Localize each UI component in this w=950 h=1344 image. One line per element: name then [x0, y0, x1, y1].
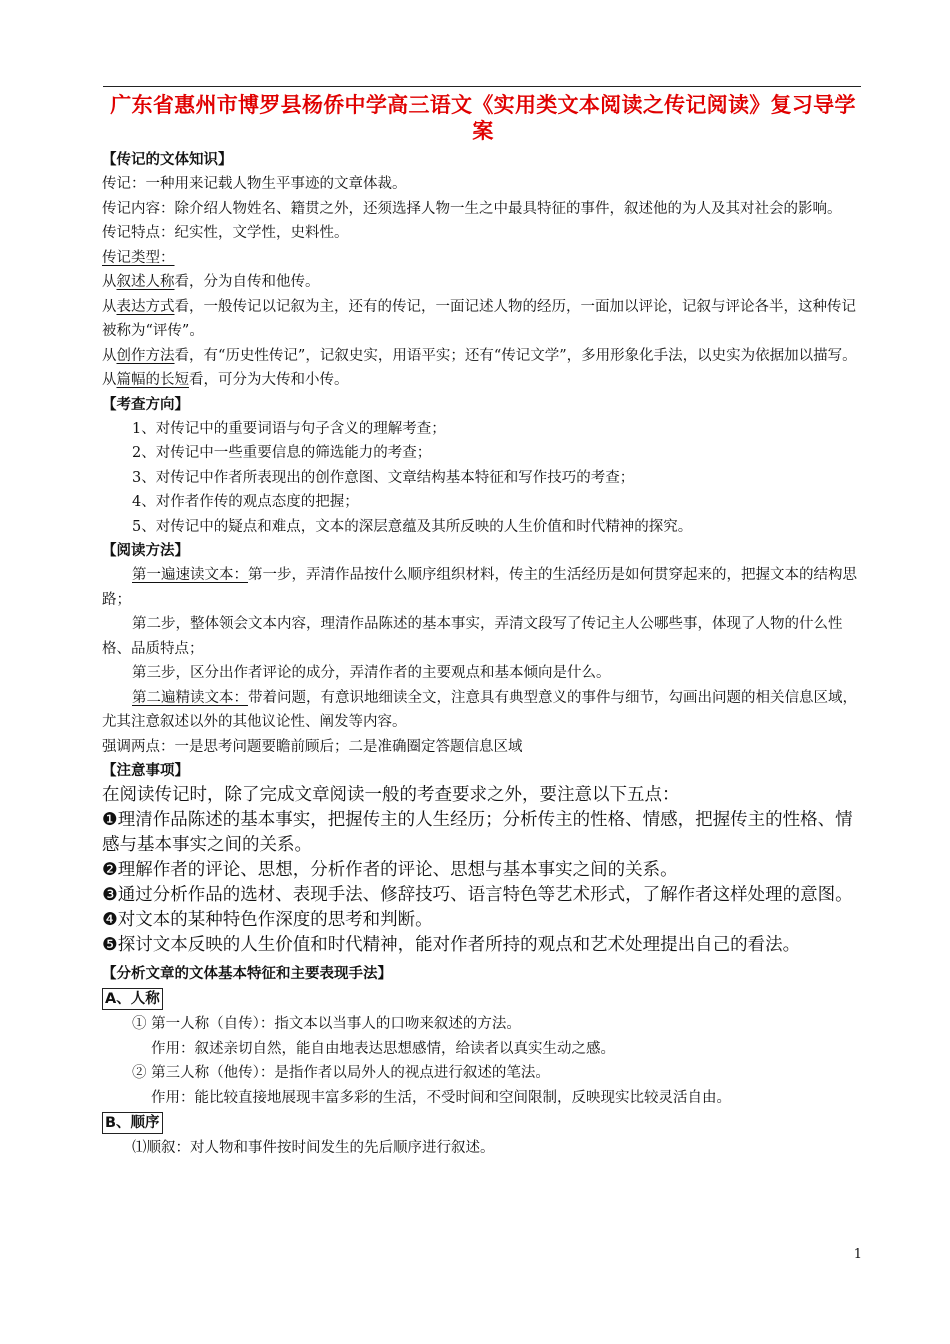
order-chronological: ⑴顺叙：对人物和事件按时间发生的先后顺序进行叙述。: [132, 1140, 495, 1156]
notes-intro: 在阅读传记时，除了完成文章阅读一般的考查要求之外，要注意以下五点：: [102, 785, 680, 805]
paragraph-type-1: [102, 270, 864, 295]
paragraph-step-3: 第三步，区分出作者评论的成分，弄清作者的主要观点和基本倾向是什么。: [132, 665, 611, 681]
type-3-text: 看，有“历史性传记”，记叙史实，用语平实；还有“传记文学”，多用形象化手法，以史实为依据加以描写。: [174, 347, 857, 364]
note-item: ❸通过分析作品的选材、表现手法、修辞技巧、语言特色等艺术形式，了解作者这样处理的意图。: [102, 885, 853, 905]
section-a-label: A、人称: [102, 988, 163, 1010]
type-4-text: 看，可分为大传和小传。: [189, 372, 349, 388]
page-number: 1: [853, 1247, 862, 1262]
paragraph-definition: 传记：一种用来记载人物生平事迹的文章体裁。: [102, 176, 407, 192]
type-2-text: 看，一般传记以记叙为主，还有的传记，一面记述人物的经历，一面加以评论，记叙与评论各半，这种传记被称为“评传”。: [102, 298, 856, 339]
heading-analysis: 【分析文章的文体基本特征和主要表现手法】: [102, 966, 392, 982]
note-item: ❷理解作者的评论、思想，分析作者的评论、思想与基本事实之间的关系。: [102, 860, 678, 880]
document-title: 广东省惠州市博罗县杨侨中学高三语文《实用类文本阅读之传记阅读》复习导学案: [110, 93, 856, 143]
type-1-prefix: 从: [102, 274, 117, 290]
paragraph-content: 传记内容：除介绍人物姓名、籍贯之外，还须选择人物一生之中最具特征的事件，叙述他的为人及其对社会的影响。: [102, 200, 842, 217]
type-4-prefix: 从: [102, 372, 117, 388]
type-3-prefix: 从: [102, 347, 117, 364]
list-item: 3、对传记中作者所表现出的创作意图、文章结构基本特征和写作技巧的考查；: [132, 469, 635, 486]
type-2-prefix: 从: [102, 298, 117, 315]
note-item: ❶理清作品陈述的基本事实，把握传主的人生经历；分析传主的性格、情感，把握传主的性格、情感与基本事实之间的关系。: [102, 810, 853, 855]
paragraph-step-2: 第二步，整体领会文本内容，理清作品陈述的基本事实，弄清文段写了传记主人公哪些事，体现了人物的什么性格、品质特点；: [102, 616, 843, 657]
paragraph-step-1: [102, 563, 864, 612]
person-third-use: 作用：能比较直接地展现丰富多彩的生活，不受时间和空间限制，反映现实比较灵活自由。: [151, 1089, 731, 1106]
first-read-label: 第一遍速读文本：: [132, 567, 248, 583]
second-read-label: 第二遍精读文本：: [132, 689, 248, 706]
person-first: ① 第一人称（自传）：指文本以当事人的口吻来叙述的方法。: [132, 1016, 521, 1032]
section-b-label: B、顺序: [102, 1112, 163, 1134]
header-rule: [103, 86, 861, 87]
section-a-label-wrap: [102, 988, 864, 1010]
notes-block: [102, 783, 864, 958]
note-item: ❹对文本的某种特色作深度的思考和判断。: [102, 910, 433, 930]
paragraph-emphasis: 强调两点：一是思考问题要瞻前顾后；二是准确圈定答题信息区域: [102, 738, 523, 755]
person-third: ② 第三人称（他传）：是指作者以局外人的视点进行叙述的笔法。: [132, 1065, 550, 1081]
person-first-use: 作用：叙述亲切自然，能自由地表达思想感情，给读者以真实生动之感。: [151, 1040, 615, 1057]
list-item: 2、对传记中一些重要信息的筛选能力的考查；: [132, 445, 432, 461]
type-1-term: 叙述人称: [116, 274, 175, 290]
second-read-text: 带着问题，有意识地细读全文，注意具有典型意义的事件与细节，勾画出问题的相关信息区域，尤其注意叙述以外的其他议论性、阐发等内容。: [102, 689, 857, 730]
type-2-term: 表达方式: [116, 298, 175, 315]
heading-notes: 【注意事项】: [102, 763, 189, 779]
list-item: 5、对传记中的疑点和难点，文本的深层意蕴及其所反映的人生价值和时代精神的探究。: [132, 518, 693, 535]
paragraph-type-4: [102, 368, 864, 393]
heading-reading-method: 【阅读方法】: [102, 543, 189, 559]
paragraph-features: 传记特点：纪实性，文学性，史料性。: [102, 225, 349, 241]
paragraph-second-read: [102, 686, 864, 735]
note-item: ❺探讨文本反映的人生价值和时代精神，能对作者所持的观点和艺术处理提出自己的看法。: [102, 935, 801, 955]
step-1-text: 第一步，弄清作品按什么顺序组织材料，传主的生活经历是如何贯穿起来的，把握文本的结构思路；: [102, 567, 857, 608]
heading-exam-direction: 【考查方向】: [102, 396, 189, 413]
list-item: 4、对作者作传的观点态度的把握；: [132, 494, 359, 510]
paragraph-type-2: [102, 295, 864, 344]
types-label: 传记类型：: [102, 249, 175, 266]
section-b-label-wrap: [102, 1112, 864, 1134]
heading-biography-knowledge: 【传记的文体知识】: [102, 152, 233, 168]
document-page: [102, 92, 864, 1161]
type-3-term: 创作方法: [116, 347, 175, 364]
paragraph-types-label: [102, 246, 864, 271]
paragraph-type-3: [102, 344, 864, 369]
type-1-text: 看，分为自传和他传。: [174, 274, 320, 290]
list-item: 1、对传记中的重要词语与句子含义的理解考查；: [132, 420, 446, 437]
type-4-term: 篇幅的长短: [116, 372, 189, 388]
